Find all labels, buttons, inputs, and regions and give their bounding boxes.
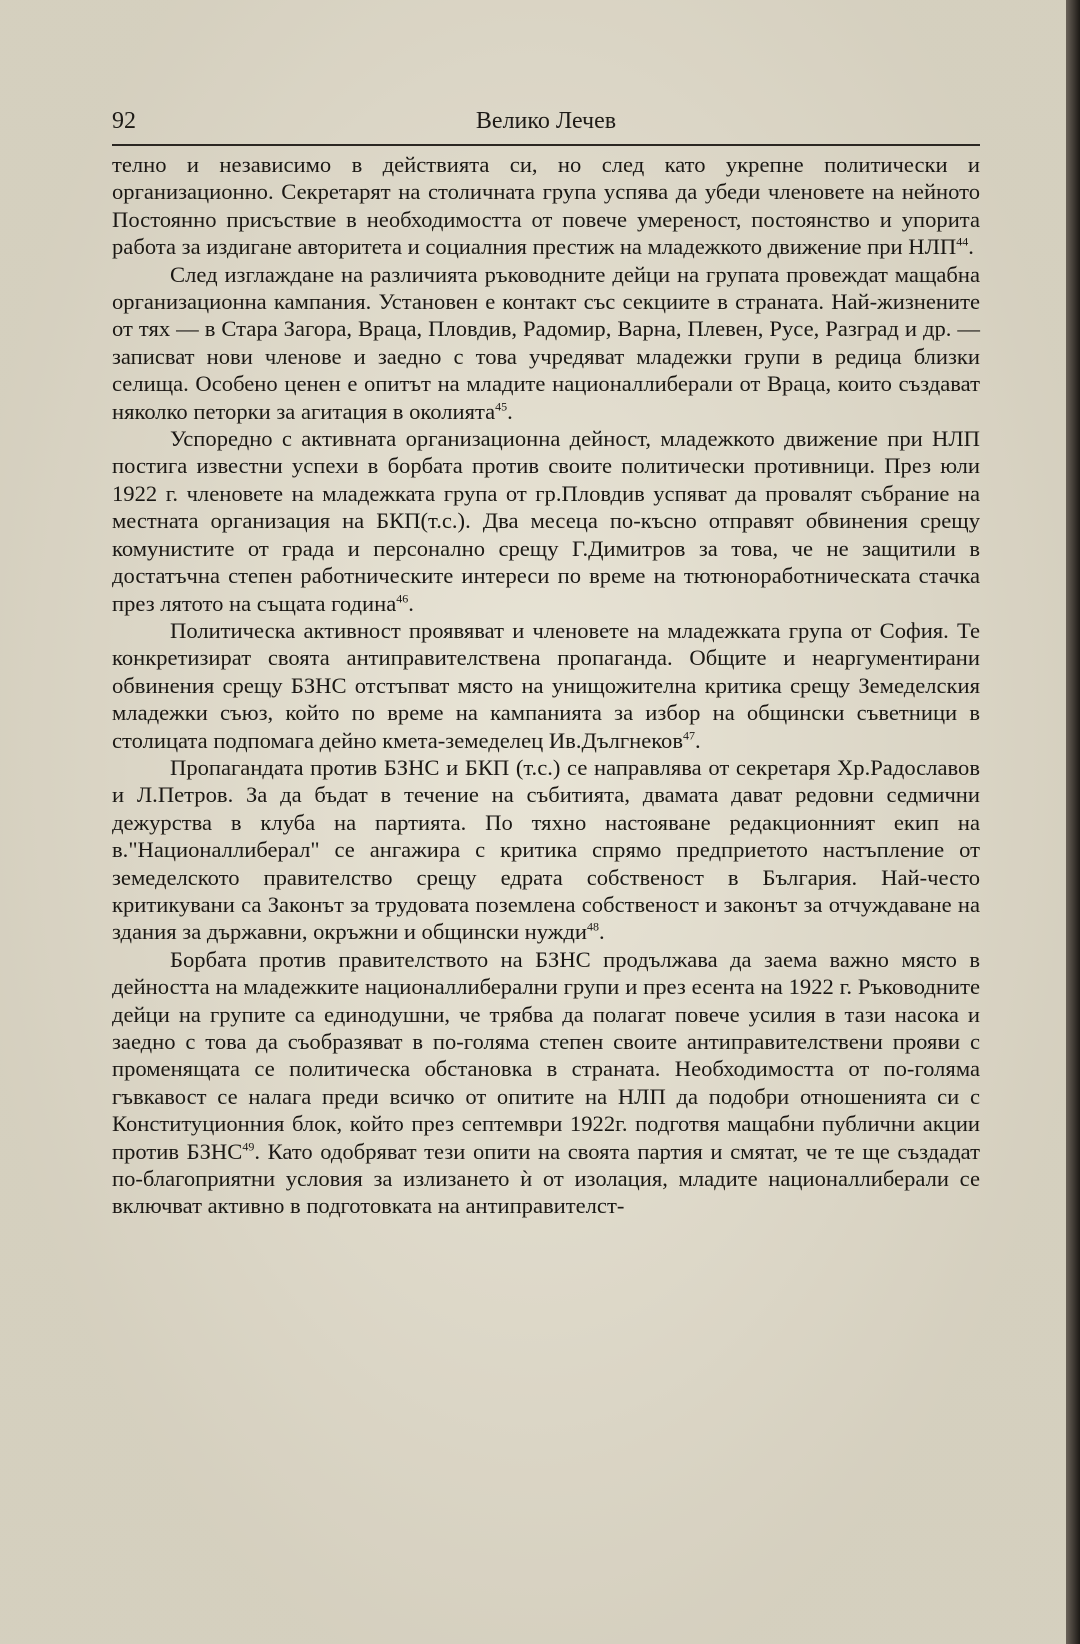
footnote-ref: 46 [396,590,409,605]
footnote-ref: 47 [683,728,696,742]
footnote-ref: 45 [495,399,508,414]
paragraph: Успоредно с активната организационна дейност, младежкото движение при НЛП постига известни успехи в борбата против своите политически противници. През юли 1922 г. членовете на младежката група от гр.Пловдив успяват да провалят събрание на местната организация на БКП(т.с.). Два месеца по-късно отправят обвинения срещу комунистите от града и персонално срещу Г.Димитров за това, че не защитили в достатъчна степен работническите интереси по време на тютюноработническата стачка през лятото на същата година$^{46}$. [112,426,980,616]
running-head: Велико Лечев [475,108,617,134]
footnote-ref: 48 [586,919,599,934]
paragraph: Борбата против правителството на БЗНС продължава да заема важно място в дейността на младежките националлиберални групи и през есента на 1922 г. Ръководните дейци на групите са единодушни, че трябва да полагат повече усилия в тази насока и заедно с това да съобразяват в по-голяма степен своите антиправителствени прояви с променящата се политическа обстановка в страната. Необходимостта от по-голяма гъвкавост се налага преди всичко от опитите на НЛП да подобри отношенията си с Конституционния блок, който през септември 1922г. подготвя мащабни публични акции против БЗНС$^{49}$. Като одобряват тези опити на своята партия и смятат, че те ще създадат по-благоприятни условия за излизането ѝ от изолация, младите националлиберали се включват активно в подготовката на антиправителст- [112,946,980,1219]
paragraph: Политическа активност проявяват и членовете на младежката група от София. Те конкретизират своята антиправителствена пропаганда. Общите и неаргументирани обвинения срещу БЗНС отстъпват място на унищожителна критика срещу Земеделския младежки съюз, който по време на кампанията за избор на общински съветници в столицата подпомага дейно кмета-земеделец Ив.Дългнеков$^{47}$. [112,617,980,753]
footnote-ref: 49 [242,1139,255,1154]
paragraph: Пропагандата против БЗНС и БКП (т.с.) се направлява от секретаря Хр.Радославов и Л.Петров. За да бъдат в течение на събитията, двамата дават редовни седмични дежурства в клуба на партията. По тяхно настояване редакционният екип на в."Националлиберал" се ангажира с критика спрямо предприетото настъпление от земеделското правителство срещу едрата собственост в България. Най-често критикувани са Законът за трудовата поземлена собственост и законът за отчуждаване на здания за държавни, окръжни и общински нужди$^{48}$. [112,754,980,945]
paragraph: телно и независимо в действията си, но след като укрепне политически и организационно. Секретарят на столичната група успява да убеди членовете на нейното Постоянно присъствие в необходимостта от повече умереност, постоянство и упорита работа за издигане авторитета и социалния престиж на младежкото движение при НЛП$^{44}$. [112,152,980,260]
binding-edge [1066,0,1080,1644]
paragraph: След изглаждане на различията ръководните дейци на групата провеждат мащабна организационна кампания. Установен е контакт със секциите в страната. Най-жизнените от тях — в Стара Загора, Враца, Пловдив, Радомир, Варна, Плевен, Русе, Разград и др. — записват нови членове и заедно с това учредяват младежки групи в редица близки селища. Особено ценен е опитът на младите националлиберали от Враца, които създават няколко петорки за агитация в околията$^{45}$. [112,261,980,424]
footnote-ref: 44 [956,234,969,249]
body-text [112,151,980,1220]
page-header [112,104,980,142]
page-number: 92 [112,108,136,134]
header-rule [112,144,980,146]
